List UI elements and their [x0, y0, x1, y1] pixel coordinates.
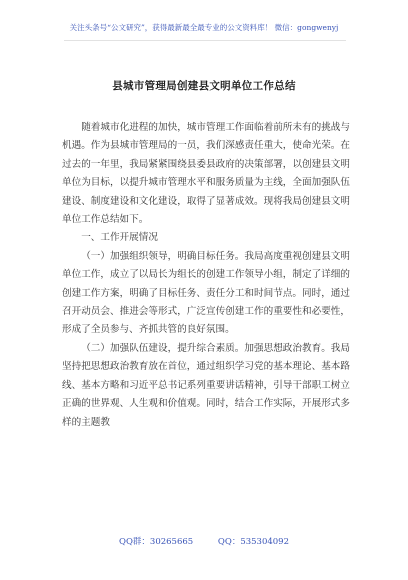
body-paragraph: （二）加强队伍建设，提升综合素质。加强思想政治教育。我局坚持把思想政治教育放在首位，通过组织学习党的基本理论、基本路线、基本方略和习近平总书记系列重要讲话精神，引导干部职工树立正确的世界观、人生观和价值观。同时，结合工作实际，开展形式多样的主题教	[62, 342, 350, 428]
document-body	[62, 119, 350, 432]
document-title: 县城市管理局创建县文明单位工作总结	[112, 80, 296, 92]
footer-qq-group: QQ群：30265665	[118, 537, 194, 547]
footer-qq-number: QQ：535304092	[217, 537, 289, 547]
section-heading: 一、工作开展情况	[81, 232, 158, 244]
body-paragraph: （一）加强组织领导，明确目标任务。我局高度重视创建县文明单位工作，成立了以局长为组长的创建工作领导小组，制定了详细的创建工作方案，明确了目标任务、责任分工和时间节点。同时，通过召开动员会、推进会等形式，广泛宣传创建工作的重要性和必要性，形成了全员参与、齐抓共管的良好氛围。	[62, 250, 350, 336]
header-promo-note: 关注头条号“公文研究”，获得最新最全最专业的公文资料库！ 微信：gongwenyj	[69, 23, 339, 32]
intro-paragraph: 随着城市化进程的加快，城市管理工作面临着前所未有的挑战与机遇。作为县城市管理局的一员，我们深感责任重大，使命光荣。在过去的一年里，我局紧紧围绕县委县政府的决策部署，以创建县文明单位为目标，以提升城市管理水平和服务质量为主线，全面加强队伍建设、制度建设和文化建设，取得了显著成效。现将我局创建县文明单位工作总结如下。	[62, 122, 350, 226]
footer-contact	[0, 535, 408, 547]
header-divider	[64, 40, 346, 41]
